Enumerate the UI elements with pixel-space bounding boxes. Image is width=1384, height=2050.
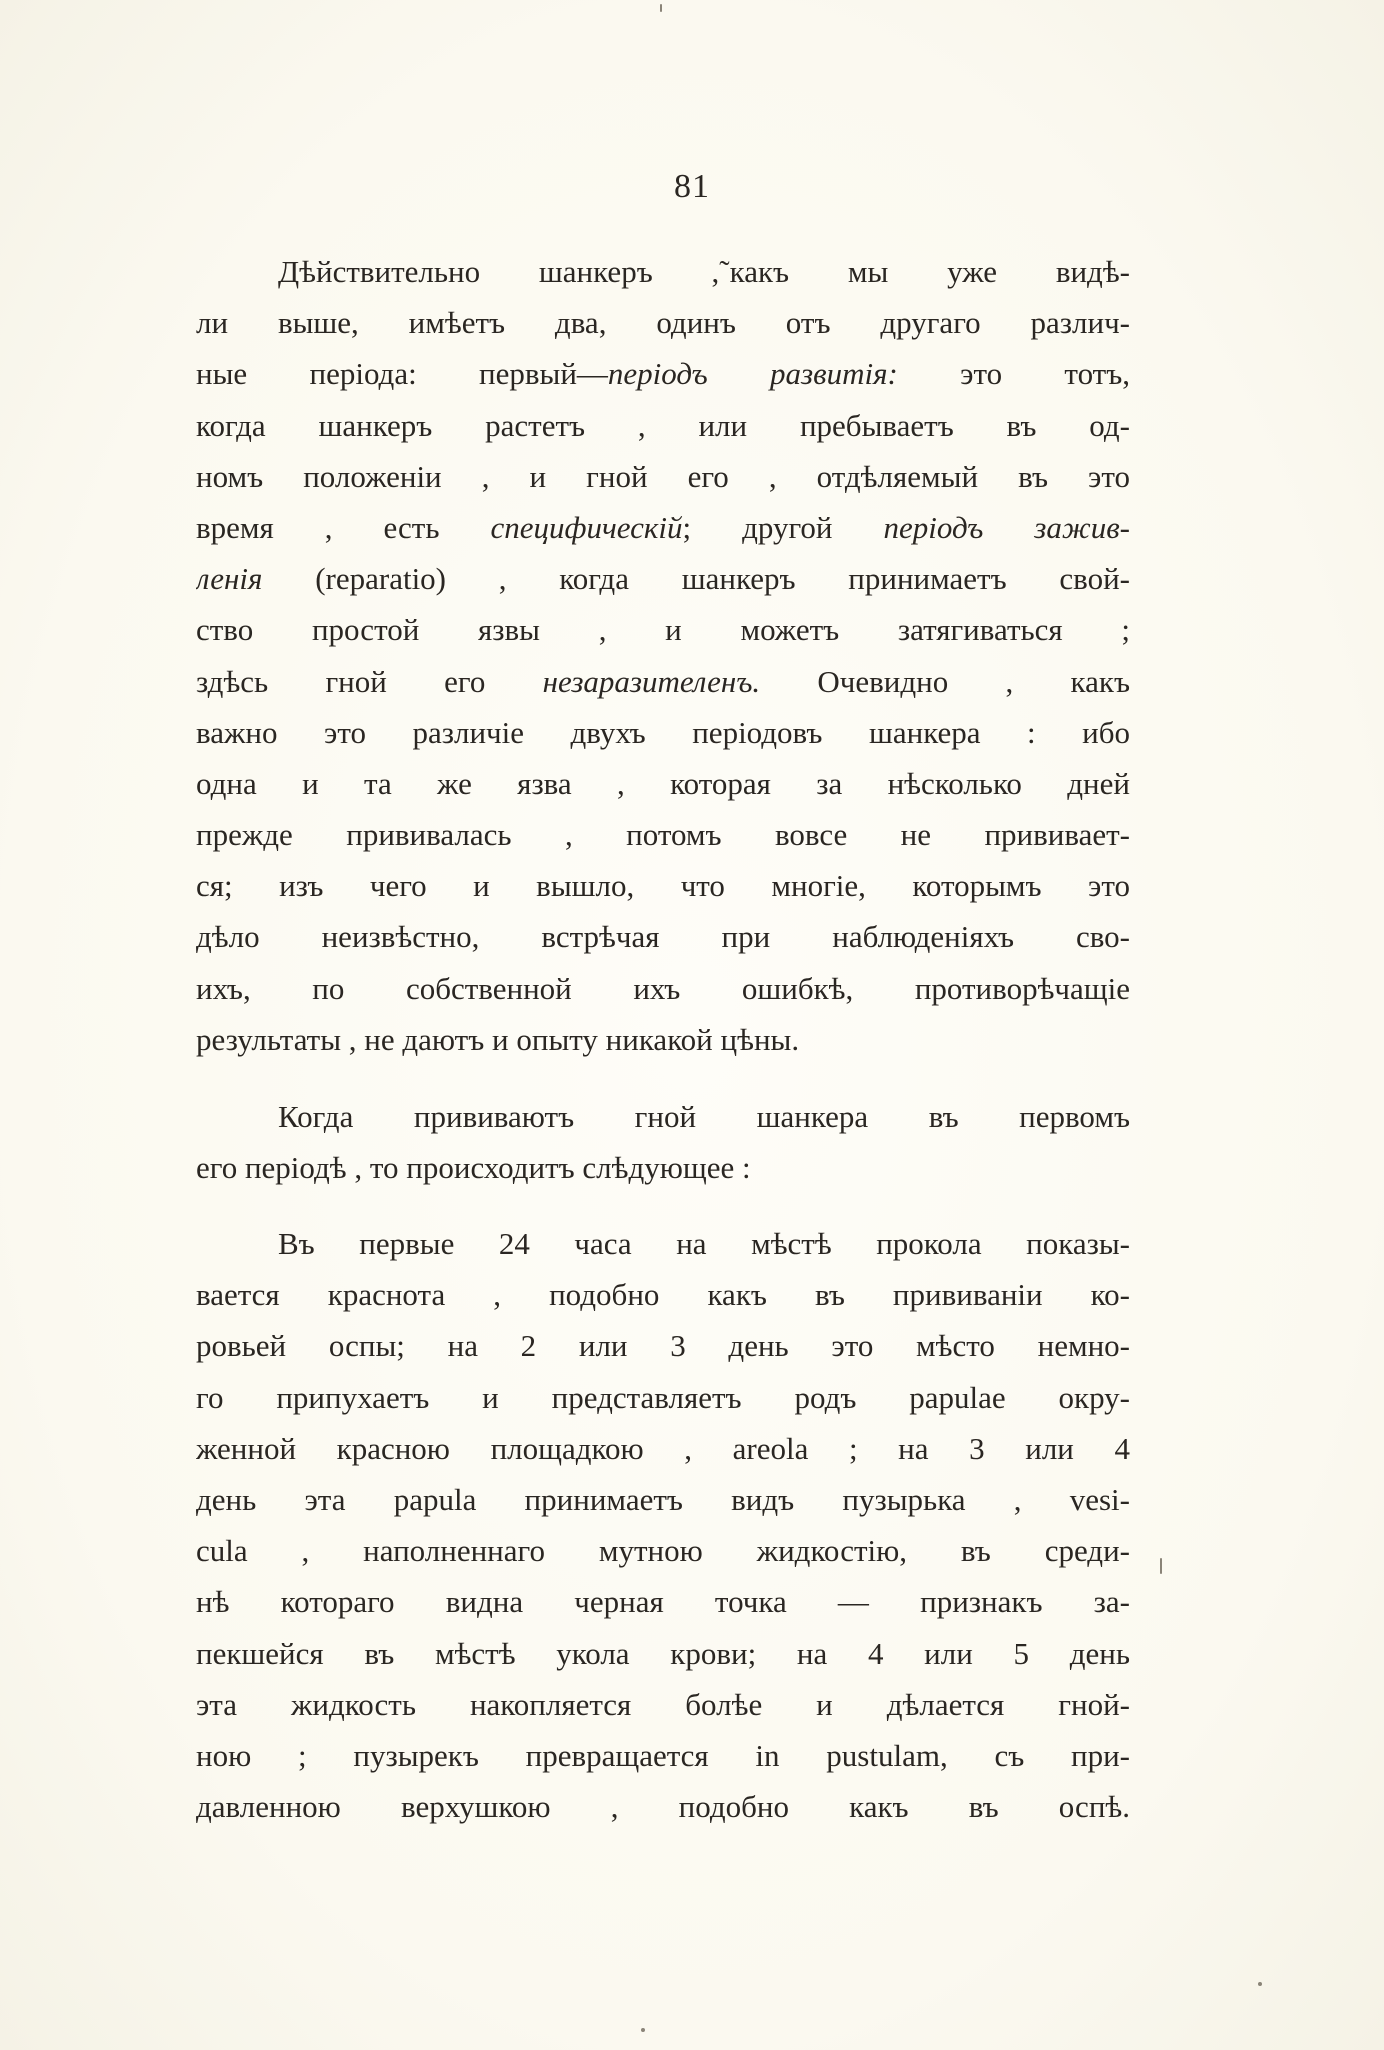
text-line: день эта papula принимаетъ видъ пузырька , vesi- (196, 1481, 1130, 1517)
text-line: номъ положеніи , и гной его , отдѣляемый въ это (196, 458, 1130, 494)
paper-speck (641, 2028, 645, 2032)
text-line: дѣло неизвѣстно, встрѣчая при наблюденіяхъ сво- (196, 919, 1130, 955)
text-line: его періодѣ , то происходитъ слѣдующее : (196, 1150, 751, 1186)
page-number: 81 (674, 168, 710, 205)
text-segment: (reparatio) , когда шанкеръ принимаетъ свой- (262, 561, 1130, 597)
text-line (196, 348, 1130, 399)
text-line: ихъ, по собственной ихъ ошибкѣ, противорѣчащіе (196, 970, 1130, 1006)
italic-term: незаразителенъ. (542, 663, 761, 699)
text-line: ровьей оспы; на 2 или 3 день это мѣсто немно- (196, 1328, 1130, 1364)
text-line: эта жидкость накопляется болѣе и дѣлается гной- (196, 1686, 1130, 1722)
text-line: важно это различіе двухъ періодовъ шанкера : ибо (196, 714, 1130, 750)
text-line: когда шанкеръ растетъ , или пребываетъ въ од- (196, 407, 1130, 443)
text-line: Дѣйствительно шанкеръ ,˜какъ мы уже видѣ- (278, 254, 1130, 289)
text-line (196, 502, 1130, 553)
text-line: ся; изъ чего и вышло, что многіе, которымъ это (196, 868, 1130, 904)
text-line: результаты , не даютъ и опыту никакой цѣны. (196, 1021, 800, 1057)
text-line (196, 553, 1130, 604)
text-line: ною ; пузырекъ превращается in pustulam, съ при- (196, 1737, 1130, 1773)
text-line: вается краснота , подобно какъ въ прививаніи ко- (196, 1277, 1130, 1313)
text-segment: время , есть (196, 509, 491, 545)
paper-speck (660, 4, 662, 12)
text-line: cula , наполненнаго мутною жидкостію, въ среди- (196, 1533, 1130, 1569)
text-segment: это тотъ, (897, 356, 1130, 392)
text-segment: здѣсь гной его (196, 663, 543, 699)
text-segment: ; другой (682, 509, 884, 545)
text-line: давленною верхушкою , подобно какъ въ оспѣ. (196, 1789, 1130, 1825)
paper-speck (1160, 1558, 1162, 1574)
text-line: женной красною площадкою , areola ; на 3 или 4 (196, 1430, 1130, 1466)
italic-term: періодъ развитія: (607, 356, 898, 392)
italic-term: ленія (196, 561, 263, 597)
text-line: ли выше, имѣетъ два, одинъ отъ другаго различ- (196, 305, 1130, 341)
paper-speck (1258, 1982, 1262, 1986)
paragraph-2 (196, 1091, 1130, 1193)
italic-term: періодъ зажив- (883, 509, 1130, 545)
text-line: пекшейся въ мѣстѣ укола крови; на 4 или 5 день (196, 1635, 1130, 1671)
text-segment: ные періода: первый— (196, 356, 608, 392)
italic-term: специфическій (490, 509, 683, 545)
text-line: ство простой язвы , и можетъ затягиваться ; (196, 612, 1130, 648)
text-line: го припухаетъ и представляетъ родъ papulae окру- (196, 1379, 1130, 1415)
paragraph-1 (196, 246, 1130, 1065)
text-line: Въ первые 24 часа на мѣстѣ прокола показы- (278, 1226, 1130, 1261)
text-segment: Очевидно , какъ (760, 663, 1130, 699)
text-line: нѣ котораго видна черная точка — признакъ за- (196, 1584, 1130, 1620)
text-line: прежде прививалась , потомъ вовсе не прививает- (196, 817, 1130, 853)
paragraph-3 (196, 1218, 1130, 1832)
text-line (196, 656, 1130, 707)
text-line: Когда прививаютъ гной шанкера въ первомъ (278, 1099, 1130, 1134)
text-line: одна и та же язва , которая за нѣсколько дней (196, 765, 1130, 801)
